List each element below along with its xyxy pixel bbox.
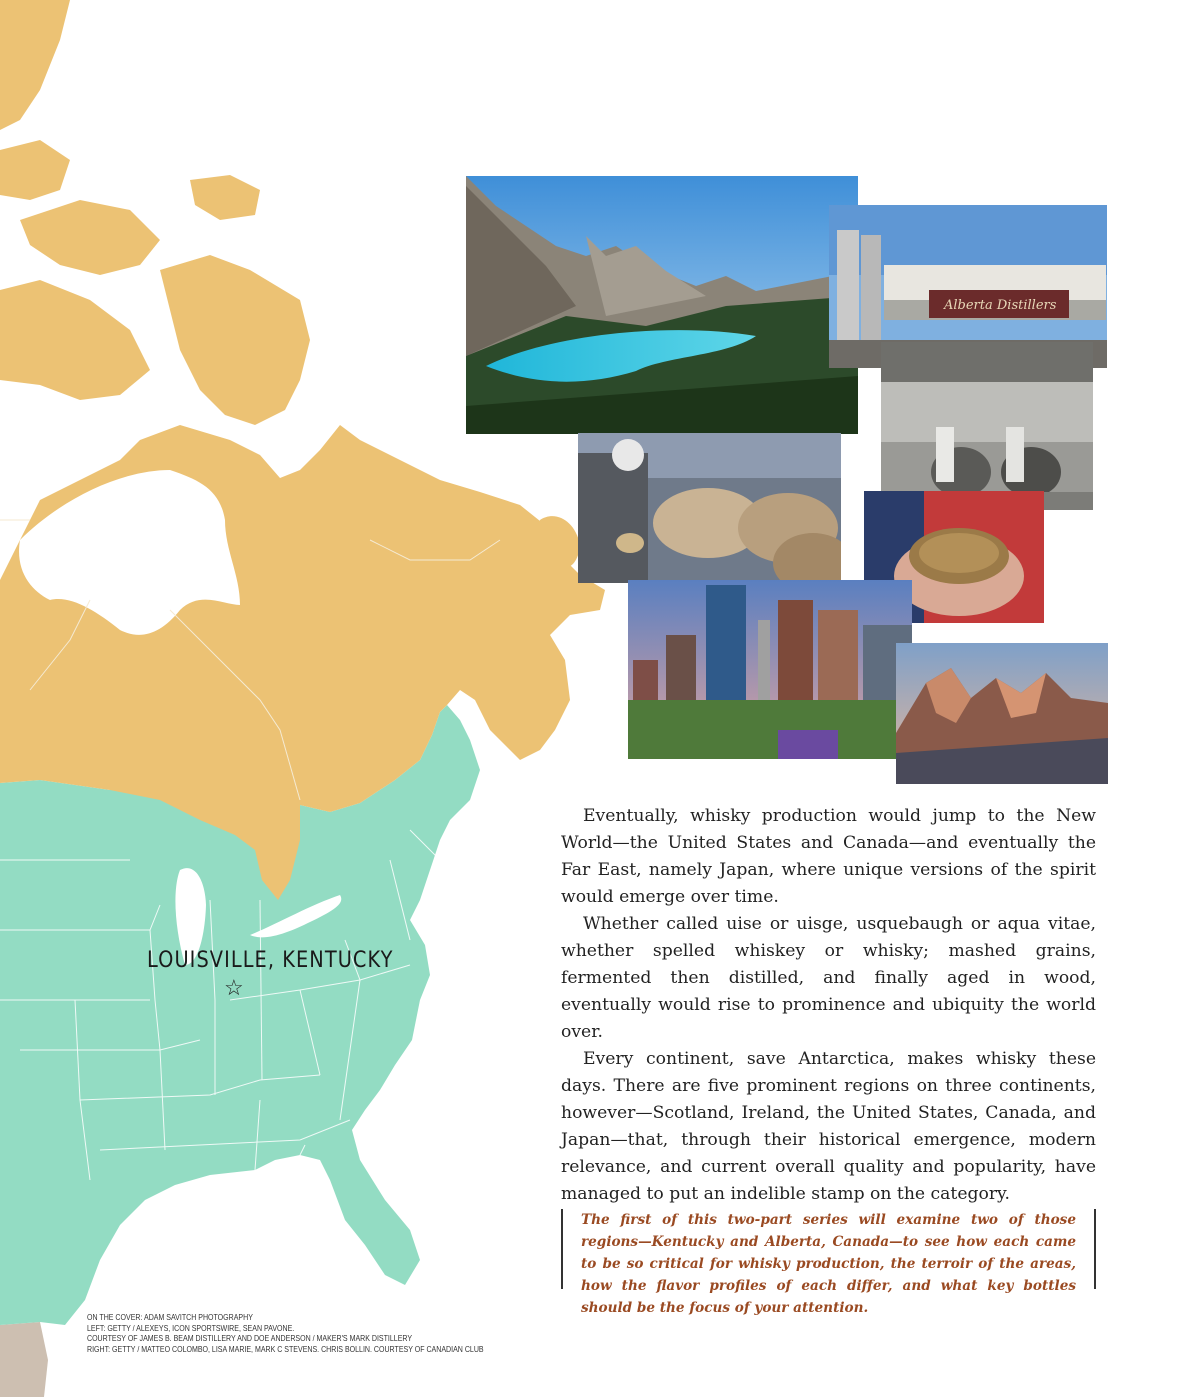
alberta-distillers-sign: Alberta Distillers bbox=[944, 298, 1057, 313]
article-paragraph-1: Eventually, whisky production would jump to the New World—the United States and Canada—and eventually the Far East, namely Japan, where unique versions of the spirit would emerge over time. bbox=[561, 806, 1096, 907]
credit-line: LEFT: GETTY / ALEXEYS, ICON SPORTSWIRE, SEAN PAVONE. bbox=[87, 1323, 295, 1333]
louisville-kentucky-label: LOUISVILLE, KENTUCKY bbox=[147, 948, 394, 973]
barrel-worker-photo bbox=[578, 433, 841, 583]
calgary-skyline-photo bbox=[628, 580, 912, 759]
arctic-island-4 bbox=[0, 280, 150, 400]
baffin-island bbox=[160, 255, 310, 425]
arctic-island-3 bbox=[20, 200, 160, 275]
historic-distillery-photo bbox=[881, 342, 1093, 510]
three-sisters-photo bbox=[896, 643, 1108, 784]
series-callout bbox=[561, 1209, 1096, 1316]
credit-line: RIGHT: GETTY / MATTEO COLOMBO, LISA MARIE, MARK C STEVENS. CHRIS BOLLIN. COURTESY OF CANADIAN CLUB bbox=[87, 1344, 484, 1354]
star-icon: ☆ bbox=[224, 976, 244, 1001]
callout-text: The first of this two-part series will examine two of those regions—Kentucky and Alberta, Canada—to see how each came to be so critical for whisky production, the terroir of the areas, how the flavor profiles of each differ, and what key bottles should be the focus of your attention. bbox=[581, 1212, 1076, 1316]
arctic-island-5 bbox=[190, 175, 260, 220]
lake-mountains-photo bbox=[466, 176, 858, 434]
article-body bbox=[561, 803, 1096, 1208]
mexico-region bbox=[0, 1322, 48, 1397]
credit-line: ON THE COVER: ADAM SAVITCH PHOTOGRAPHY bbox=[87, 1313, 253, 1322]
article-paragraph-2: Whether called uise or uisge, usquebaugh or aqua vitae, whether spelled whiskey or whisky; mashed grains, fermented then distilled, and finally aged in wood, eventually would rise to prominence and ubiquity the world over. bbox=[561, 914, 1096, 1042]
arctic-island-2 bbox=[0, 140, 70, 200]
article-paragraph-3: Every continent, save Antarctica, makes whisky these days. There are five prominent regions on three continents, however—Scotland, Ireland, the United States, Canada, and Japan—that, through their historical emergence, modern relevance, and current overall quality and popularity, have managed to put an indelible stamp on the category. bbox=[561, 1049, 1096, 1204]
photo-credits bbox=[87, 1313, 484, 1355]
arctic-island-1 bbox=[0, 0, 70, 130]
credit-line: COURTESY OF JAMES B. BEAM DISTILLERY AND DOE ANDERSON / MAKER'S MARK DISTILLERY bbox=[87, 1334, 413, 1343]
